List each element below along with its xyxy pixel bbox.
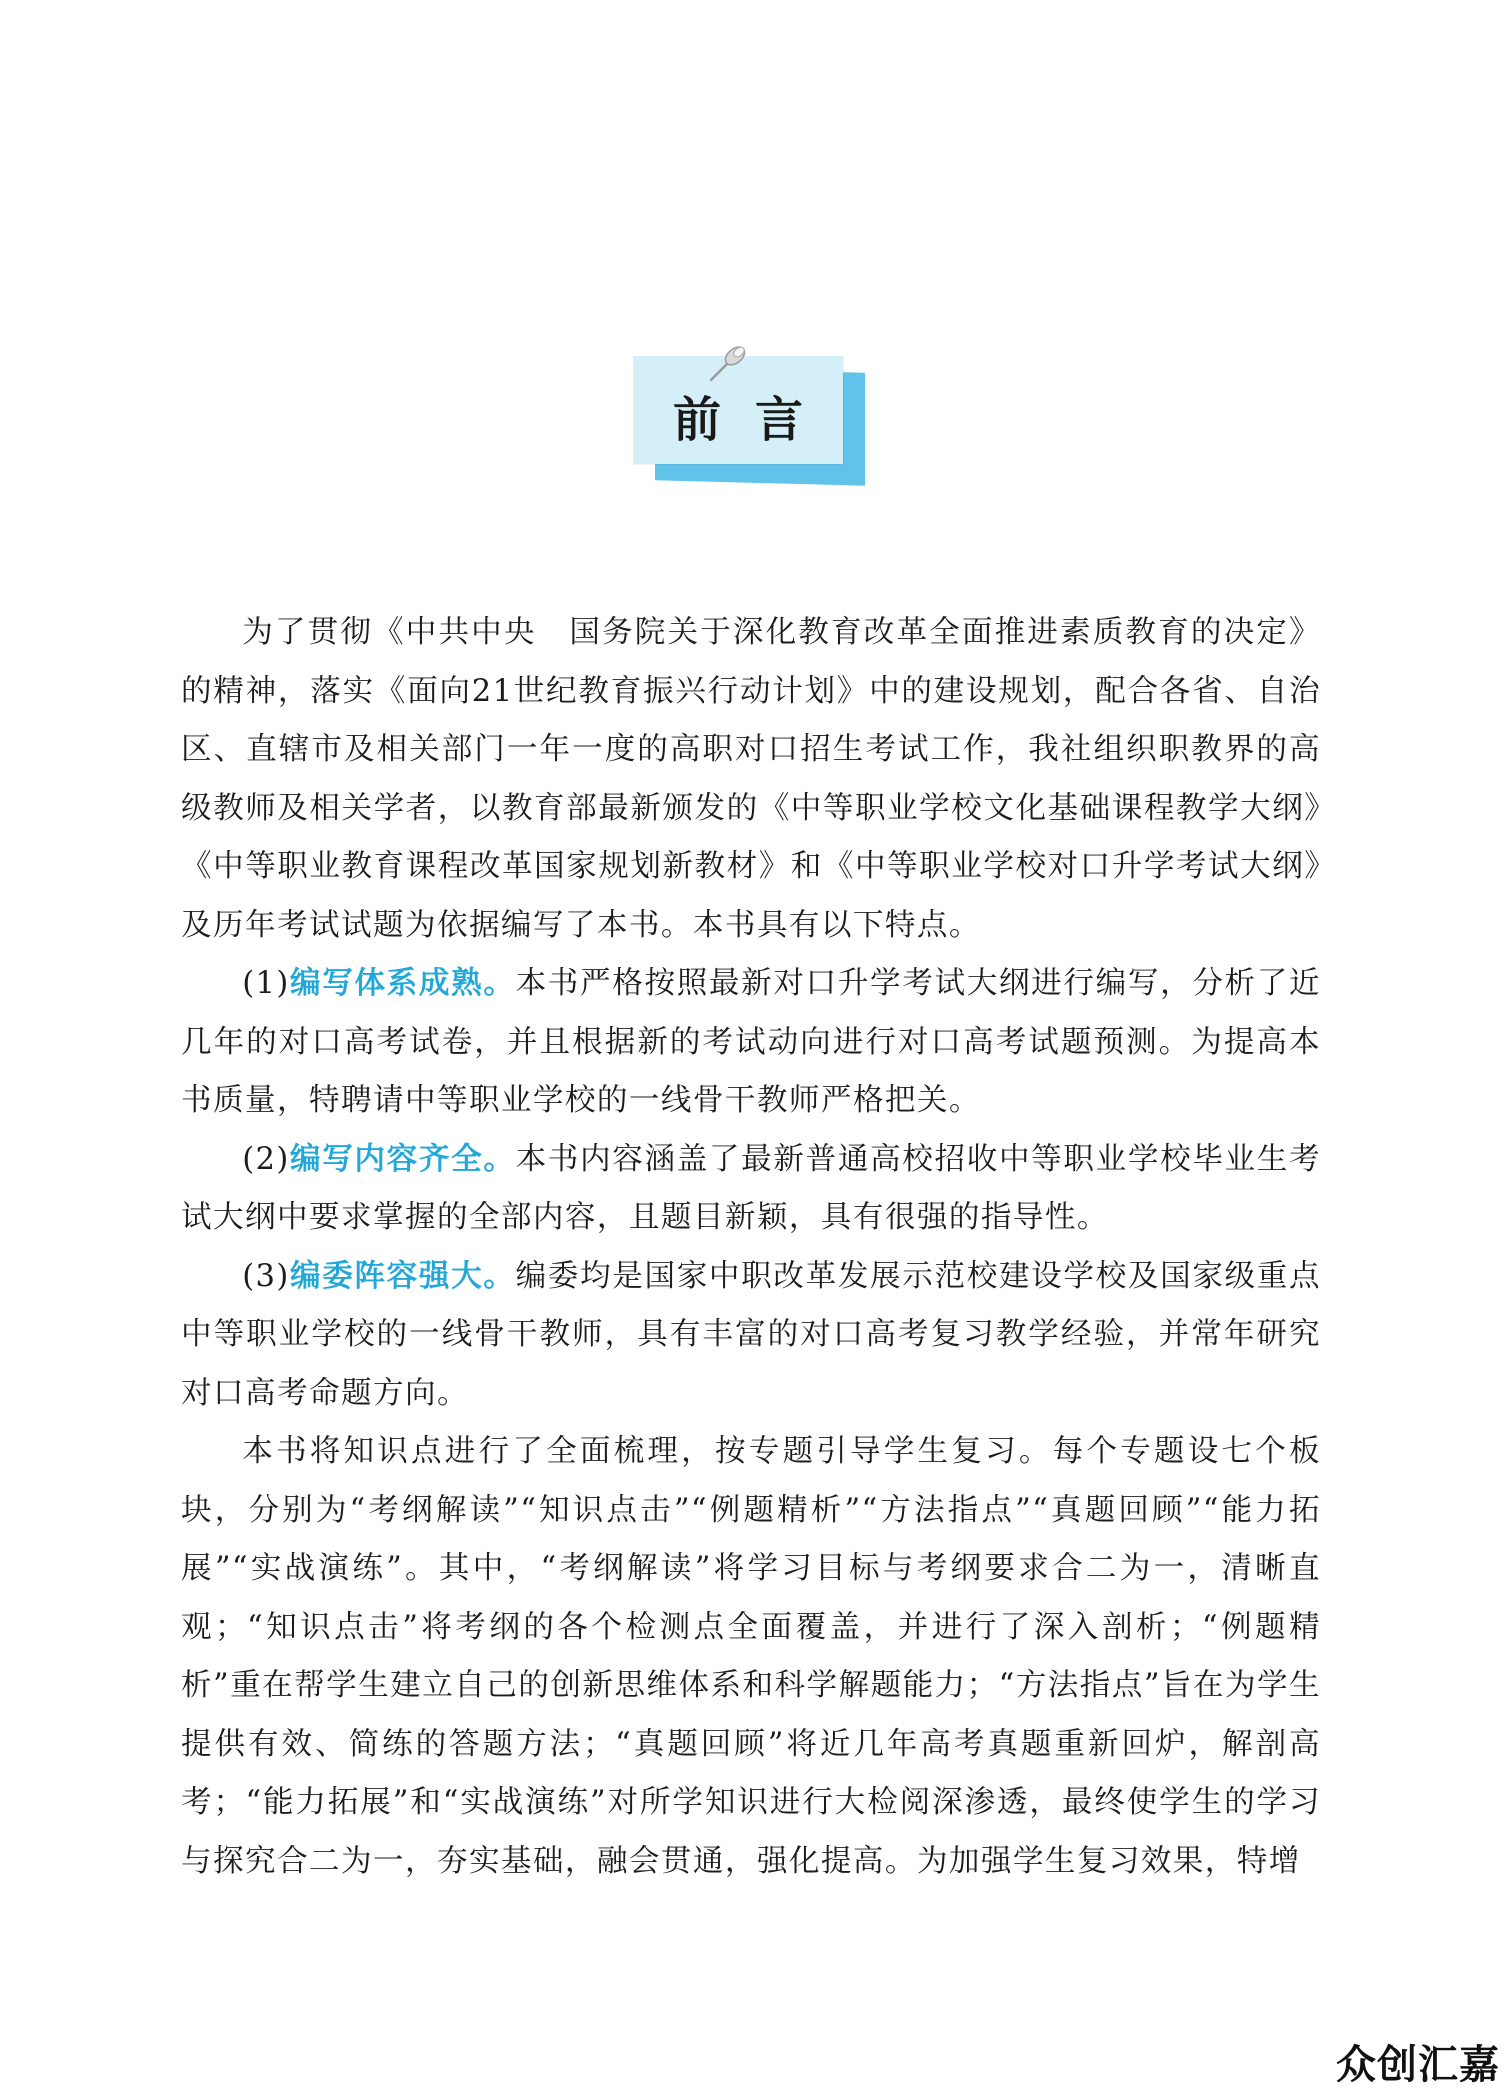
feature-3-heading: 编委阵容强大。 [289,1258,516,1294]
paragraph-feature-1 [181,955,1321,1131]
paragraph-feature-2 [181,1131,1321,1248]
preface-body [181,604,1321,1891]
page-title: 前言 [672,391,837,448]
paragraph-intro: 为了贯彻《中共中央 国务院关于深化教育改革全面推进素质教育的决定》的精神，落实《面向21世纪教育振兴行动计划》中的建设规划，配合各省、自治区、直辖市及相关部门一年一度的高职对口招生考试工作，我社组织职教界的高级教师及相关学者，以教育部最新颁发的《中等职业学校文化基础课程教学大纲》《中等职业教育课程改革国家规划新教材》和《中等职业学校对口升学考试大纲》及历年考试试题为依据编写了本书。本书具有以下特点。 [181,615,1321,943]
feature-2-heading: 编写内容齐全。 [289,1141,516,1177]
title-card [633,356,865,483]
feature-1-number: (1) [242,966,290,1001]
paragraph-structure: 本书将知识点进行了全面梳理，按专题引导学生复习。每个专题设七个板块，分别为“考纲解读”“知识点击”“例题精析”“方法指点”“真题回顾”“能力拓展”“实战演练”。其中，“考纲解读”将学习目标与考纲要求合二为一，清晰直观；“知识点击”将考纲的各个检测点全面覆盖，并进行了深入剖析；“例题精析”重在帮学生建立自己的创新思维体系和科学解题能力；“方法指点”旨在为学生提供有效、简练的答题方法；“真题回顾”将近几年高考真题重新回炉，解剖高考；“能力拓展”和“实战演练”对所学知识进行大检阅深渗透，最终使学生的学习与探究合二为一，夯实基础，融会贯通，强化提高。为加强学生复习效果，特增 [181,1434,1321,1879]
feature-2-text: 本书内容涵盖了最新普通高校招收中等职业学校毕业生考试大纲中要求掌握的全部内容，且题目新颖，具有很强的指导性。 [181,1141,1321,1235]
feature-3-text: 编委均是国家中职改革发展示范校建设学校及国家级重点中等职业学校的一线骨干教师，具有丰富的对口高考复习教学经验，并常年研究对口高考命题方向。 [181,1258,1321,1411]
paragraph-feature-3 [181,1248,1321,1424]
pushpin-icon [703,342,751,386]
feature-3-number: (3) [242,1258,290,1294]
feature-1-heading: 编写体系成熟。 [289,966,516,1001]
feature-1-text: 本书严格按照最新对口升学考试大纲进行编写，分析了近几年的对口高考试卷，并且根据新的考试动向进行对口高考试题预测。为提高本书质量，特聘请中等职业学校的一线骨干教师严格把关。 [181,966,1321,1118]
watermark: 众创汇嘉 [1336,2042,1500,2088]
feature-2-number: (2) [242,1141,290,1177]
